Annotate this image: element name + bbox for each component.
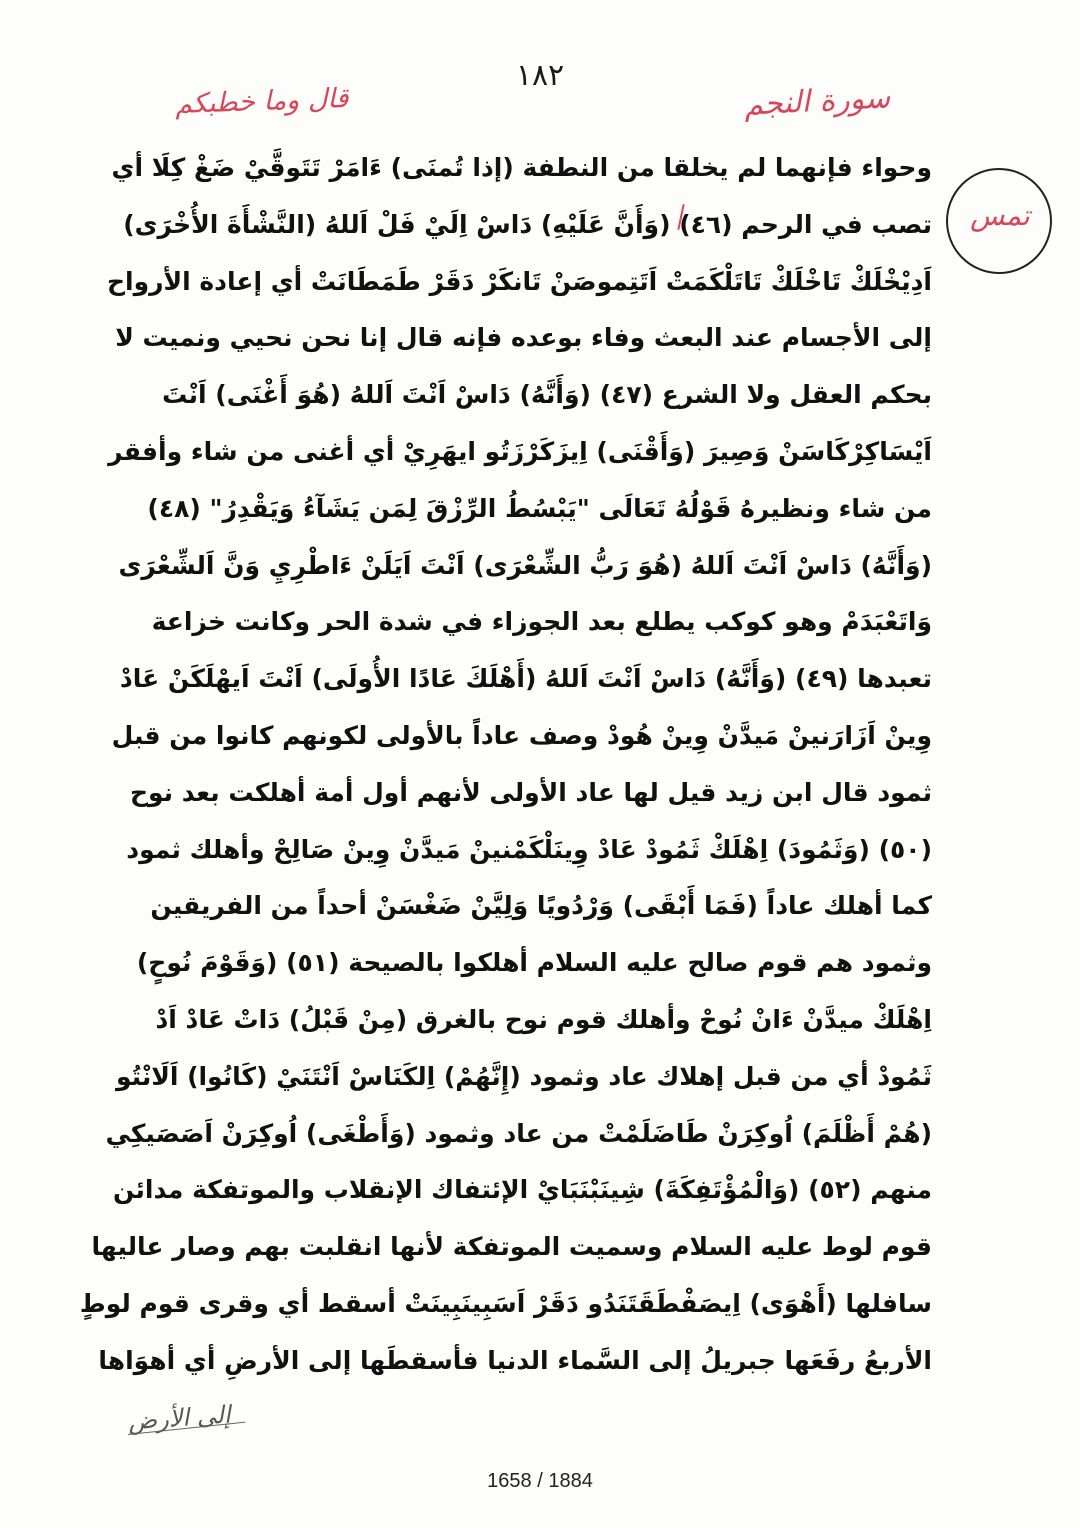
text-line: تعبدها (٤٩) (وَأَنَّهُ) دَاسْ اَنْتَ اَللهُ (أَهْلَكَ عَادًا الأُولَى) اَنْتَ اَيهْلَكَنْ عَادْ (119, 664, 932, 694)
text-line: (وَأَنَّهُ) دَاسْ اَنْتَ اَللهُ (هُوَ رَبُّ الشِّعْرَى) اَنْتَ اَيَلَنْ ءَاطْرِيِ وَنَّ اَلشِّعْرَى (118, 550, 932, 580)
page-number: ١٨٢ (515, 58, 565, 93)
handwritten-note-section-title: قال وما خطبكم (174, 82, 350, 121)
text-line: إلى الأجسام عند البعث وفاء بوعده فإنه قال إنا نحن نحيي ونميت لا (115, 323, 932, 353)
text-line: قوم لوط عليه السلام وسميت الموتفكة لأنها انقلبت بهم وصار عاليها (91, 1232, 932, 1262)
text-line: اِهْلَكْ ميدَّنْ ءَانْ نُوحْ وأهلك قوم نوح بالغرق (مِنْ قَبْلُ) دَاتْ عَادْ اَدْ (155, 1004, 932, 1034)
text-line: ثمود قال ابن زيد قيل لها عاد الأولى لأنهم أول أمة أهلكت بعد نوح (129, 777, 932, 807)
text-line: سافلها (أَهْوَى) اِيصَفْطَقَتَنَدُو دَقَرْ اَسَبِينَبِينَتْ أسقط أي وقرى قوم لوطٍ (79, 1288, 932, 1318)
text-line: وِينْ اَزَارَنينْ مَيدَّنْ وِينْ هُودْ وصف عاداً بالأولى لكونهم كانوا من قبل (111, 720, 932, 750)
text-line: وحواء فإنهما لم يخلقا من النطفة (إذا تُمنَى) ءَامَرْ تَتَوقَّيْ ضَغْ كِلَا أي (111, 153, 932, 182)
text-line: (هُمْ أَظْلَمَ) اُوكِرَنْ طَاضَلَمْتْ من عاد وثمود (وَأَطْغَى) اُوكِرَنْ اَصَصَيكِي (105, 1118, 932, 1148)
text-line: اَدِيْخْلَكْ تَاخْلَكْ تَاتَلْكَمَتْ اَتَتِموصَنْ تَانكَرْ دَقَرْ طَمَطَانَتْ أي إعادة الأرواح (107, 266, 932, 296)
text-line: تصب في الرحم (٤٦) (وَأَنَّ عَلَيْهِ) دَاسْ اِلَيْ فَلْ اَللهُ (النَّشْأَةَ الأُخْرَى) (123, 209, 932, 239)
body-text (79, 140, 932, 1390)
text-line: وَاتَعْبَدَمْ وهو كوكب يطلع بعد الجوزاء في شدة الحر وكانت خزاعة (151, 607, 932, 637)
text-line: الأربعُ رفَعَها جبريلُ إلى السَّماء الدنيا فأسقطَها إلى الأرضِ أي أهوَاها (98, 1345, 932, 1375)
text-line: كما أهلك عاداً (فَمَا أَبْقَى) وَرْدُويًا وَلِيَّنْ ضَغْسَنْ أحداً من الفريقين (150, 891, 932, 921)
text-line: منهم (٥٢) (وَالْمُؤْتَفِكَةَ) شِينَبْنَبَايْ الإئتفاك الإنقلاب والموتفكة مدائن (113, 1175, 932, 1205)
handwritten-catchword: إلى الأرض (127, 1400, 232, 1436)
text-line: (٥٠) (وَثَمُودَ) اِهْلَكْ ثَمُودْ عَادْ وِينَلْكَمْنينْ مَيدَّنْ وِينْ صَالِحْ وأهلك ثمود (126, 834, 932, 864)
text-line: ثَمُودْ أي من قبل إهلاك عاد وثمود (إِنَّهُمْ) اِلكَنَاسْ اَنْتَنَيْ (كَانُوا) اَلَانْتُو (115, 1061, 932, 1091)
handwritten-note-circled: تمس (970, 199, 1030, 232)
text-line: اَيْسَاكِرْكَاسَنْ وَصِيرَ (وَأَقْنَى) اِيزَكَرْزَتُو ايهَرِيْ أي أغنى من شاء وأفقر (108, 436, 932, 466)
text-line: بحكم العقل ولا الشرع (٤٧) (وَأَنَّهُ) دَاسْ اَنْتَ اَللهُ (هُوَ أَغْنَى) اَنْتَ (162, 380, 932, 410)
text-line: من شاء ونظيرهُ قَوْلُهُ تَعَالَى "يَبْسُطُ الرِّزْقَ لِمَن يَشَآءُ وَيَقْدِرُ" (٤٨) (147, 493, 932, 523)
page-counter: 1658 / 1884 (487, 1470, 593, 1492)
text-line: وثمود هم قوم صالح عليه السلام أهلكوا بالصيحة (٥١) (وَقَوْمَ نُوحٍ) (136, 948, 932, 978)
handwritten-note-surah-title: سورة النجم (742, 80, 891, 123)
